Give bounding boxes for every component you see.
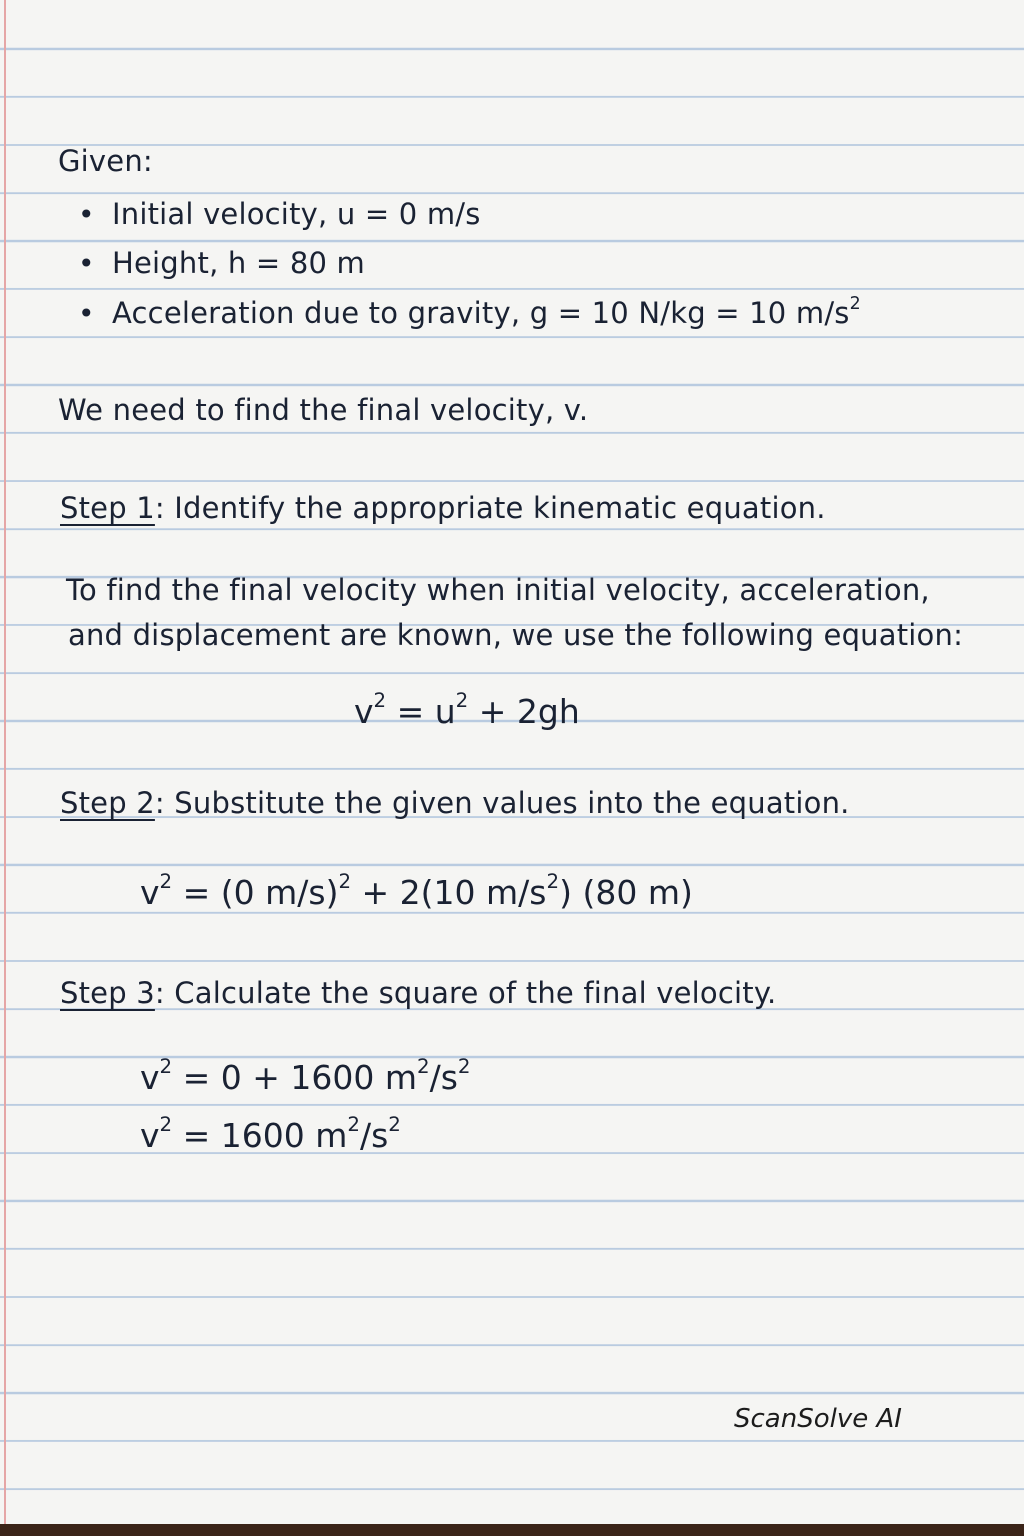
superscript: 2 xyxy=(159,870,173,894)
step1-body-line2: and displacement are known, we use the following equation: xyxy=(68,618,964,652)
superscript: 2 xyxy=(849,293,861,314)
superscript: 2 xyxy=(338,870,352,894)
step1-label: Step 1 xyxy=(60,491,155,525)
bullet: • xyxy=(78,247,95,280)
brand-label: ScanSolve AI xyxy=(734,1404,902,1434)
bullet: • xyxy=(78,297,95,330)
eq-term: v xyxy=(354,692,374,731)
eq-term: /s xyxy=(359,1116,389,1155)
step1-body-line1: To find the final velocity when initial velocity, acceleration, xyxy=(66,573,930,607)
result-equation-1 xyxy=(140,1055,471,1098)
step1-heading xyxy=(60,490,826,526)
given-acceleration xyxy=(112,295,861,331)
eq-term: = 1600 m xyxy=(172,1116,348,1155)
eq-term: = u xyxy=(386,692,456,731)
superscript: 2 xyxy=(457,1055,471,1079)
given-height: Height, h = 80 m xyxy=(112,246,365,280)
superscript: 2 xyxy=(159,1055,173,1079)
kinematic-equation xyxy=(354,689,580,732)
step3-heading xyxy=(60,975,776,1011)
step2-label: Step 2 xyxy=(60,786,155,820)
eq-term: v xyxy=(140,1058,160,1097)
substitution-equation xyxy=(140,870,693,913)
superscript: 2 xyxy=(417,1055,430,1079)
step1-title: : Identify the appropriate kinematic equation. xyxy=(154,491,826,525)
given-acceleration-text: Acceleration due to gravity, g = 10 N/kg = 10 m/s xyxy=(112,296,850,330)
eq-term: v xyxy=(140,873,160,912)
eq-term: = (0 m/s) xyxy=(172,873,339,912)
step3-label: Step 3 xyxy=(60,976,155,1010)
eq-term: v xyxy=(140,1116,160,1155)
bullet: • xyxy=(78,198,95,231)
step2-heading xyxy=(60,785,850,821)
given-heading: Given: xyxy=(58,144,153,178)
eq-term: + 2(10 m/s xyxy=(351,873,547,912)
result-equation-2 xyxy=(140,1113,401,1156)
eq-term: /s xyxy=(429,1058,458,1097)
step2-title: : Substitute the given values into the equation. xyxy=(154,786,850,820)
superscript: 2 xyxy=(347,1113,360,1137)
eq-term: ) (80 m) xyxy=(559,873,693,912)
superscript: 2 xyxy=(159,1113,173,1137)
superscript: 2 xyxy=(373,689,387,713)
goal-statement: We need to find the final velocity, v. xyxy=(58,393,589,427)
superscript: 2 xyxy=(455,689,469,713)
margin-line xyxy=(4,0,6,1524)
given-initial-velocity: Initial velocity, u = 0 m/s xyxy=(112,197,481,231)
superscript: 2 xyxy=(546,870,560,894)
eq-term: = 0 + 1600 m xyxy=(172,1058,417,1097)
superscript: 2 xyxy=(388,1113,401,1137)
step3-title: : Calculate the square of the final velocity. xyxy=(154,976,777,1010)
eq-term: + 2gh xyxy=(468,692,580,731)
